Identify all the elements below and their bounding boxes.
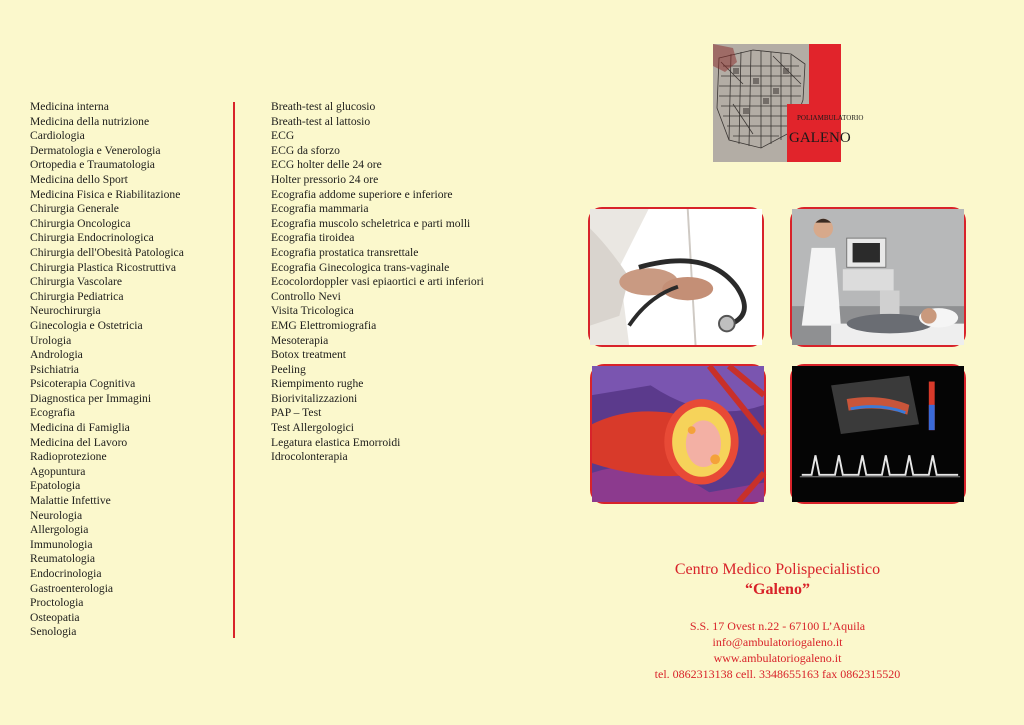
service-item: Andrologia bbox=[30, 348, 83, 362]
service-item: Ecografia mammaria bbox=[271, 202, 369, 216]
service-item: Chirurgia Oncologica bbox=[30, 216, 131, 230]
service-item: Allergologia bbox=[30, 523, 89, 537]
service-item: Ortopedia e Traumatologia bbox=[30, 158, 155, 172]
service-item: Ecografia muscolo scheletrica e parti molli bbox=[271, 216, 471, 230]
ultrasound-exam-photo bbox=[790, 207, 966, 347]
service-item: Diagnostica per Immagini bbox=[30, 391, 152, 405]
service-item: ECG da sforzo bbox=[271, 143, 340, 157]
service-item: Osteopatia bbox=[30, 610, 80, 624]
service-item: Idrocolonterapia bbox=[271, 450, 348, 464]
service-item: Mesoterapia bbox=[271, 333, 329, 347]
service-item: Chirurgia Pediatrica bbox=[30, 289, 124, 303]
service-item: Dermatologia e Venerologia bbox=[30, 143, 161, 157]
service-item: Breath-test al glucosio bbox=[271, 100, 376, 113]
service-item: Ecografia addome superiore e inferiore bbox=[271, 187, 453, 201]
service-item: Ginecologia e Ostetricia bbox=[30, 318, 143, 332]
service-item: PAP – Test bbox=[271, 406, 322, 420]
service-item: Medicina dello Sport bbox=[30, 172, 128, 186]
service-item: Epatologia bbox=[30, 479, 81, 493]
service-item: Cardiologia bbox=[30, 129, 85, 143]
centre-phone-numbers: tel. 0862313138 cell. 3348655163 fax 0862315520 bbox=[654, 667, 901, 681]
service-item: Psicoterapia Cognitiva bbox=[30, 377, 136, 391]
services-list-exams bbox=[271, 100, 571, 465]
service-item: Malattie Infettive bbox=[30, 494, 111, 508]
stethoscope-photo bbox=[588, 207, 764, 347]
service-item: Senologia bbox=[30, 625, 77, 639]
logo-line2: GALENO bbox=[789, 130, 851, 146]
service-item: Immunologia bbox=[30, 537, 93, 551]
service-item: Neurochirurgia bbox=[30, 304, 101, 318]
service-item: Agopuntura bbox=[30, 464, 86, 478]
service-item: Gastroenterologia bbox=[30, 581, 114, 595]
service-item: Ecografia bbox=[30, 406, 76, 420]
centre-address: S.S. 17 Ovest n.22 - 67100 L’Aquila bbox=[689, 619, 866, 633]
service-item: Medicina interna bbox=[30, 100, 109, 113]
service-item: Chirurgia Plastica Ricostruttiva bbox=[30, 260, 176, 274]
service-item: Botox treatment bbox=[271, 348, 347, 362]
service-item: Psichiatria bbox=[30, 362, 79, 376]
service-item: Biorivitalizzazioni bbox=[271, 391, 358, 405]
service-item: Reumatologia bbox=[30, 552, 96, 566]
service-item: Chirurgia Generale bbox=[30, 202, 119, 216]
service-item: Controllo Nevi bbox=[271, 289, 341, 303]
service-item: ECG holter delle 24 ore bbox=[271, 158, 382, 172]
service-item: Neurologia bbox=[30, 508, 83, 522]
logo-line1: POLIAMBULATORIO bbox=[797, 114, 864, 122]
service-item: Holter pressorio 24 ore bbox=[271, 172, 379, 186]
service-item: Chirurgia Endocrinologica bbox=[30, 231, 154, 245]
service-item: Ecografia prostatica transrettale bbox=[271, 245, 419, 259]
service-item: Endocrinologia bbox=[30, 567, 102, 580]
doppler-screen-photo bbox=[790, 364, 966, 504]
service-item: Visita Tricologica bbox=[271, 304, 354, 318]
centre-quoted-name: “Galeno” bbox=[745, 581, 810, 598]
service-item: Chirurgia dell'Obesità Patologica bbox=[30, 245, 184, 259]
services-list-specialties bbox=[30, 100, 230, 640]
service-item: Radioprotezione bbox=[30, 450, 107, 464]
service-item: Riempimento rughe bbox=[271, 377, 364, 391]
service-item: Legatura elastica Emorroidi bbox=[271, 435, 401, 449]
service-item: EMG Elettromiografia bbox=[271, 318, 377, 332]
centre-website-link[interactable]: www.ambulatoriogaleno.it bbox=[713, 651, 842, 665]
service-item: Urologia bbox=[30, 333, 72, 347]
centre-name: Centro Medico Polispecialistico bbox=[674, 561, 881, 578]
service-item: Breath-test al lattosio bbox=[271, 114, 371, 128]
service-item: Ecocolordoppler vasi epiaortici e arti inferiori bbox=[271, 275, 484, 289]
service-item: Medicina della nutrizione bbox=[30, 114, 150, 128]
artery-illustration bbox=[590, 364, 766, 504]
service-item: Peeling bbox=[271, 362, 306, 376]
service-item: Test Allergologici bbox=[271, 421, 355, 435]
centre-email-link[interactable]: info@ambulatoriogaleno.it bbox=[712, 635, 843, 649]
service-item: Chirurgia Vascolare bbox=[30, 275, 122, 289]
column-divider bbox=[233, 102, 235, 638]
service-item: Medicina Fisica e Riabilitazione bbox=[30, 187, 181, 201]
service-item: Medicina di Famiglia bbox=[30, 421, 130, 435]
service-item: Ecografia tiroidea bbox=[271, 231, 355, 245]
galeno-logo bbox=[713, 44, 864, 162]
service-item: Medicina del Lavoro bbox=[30, 435, 128, 449]
service-item: Proctologia bbox=[30, 596, 84, 610]
service-item: ECG bbox=[271, 129, 295, 143]
service-item: Ecografia Ginecologica trans-vaginale bbox=[271, 260, 450, 274]
